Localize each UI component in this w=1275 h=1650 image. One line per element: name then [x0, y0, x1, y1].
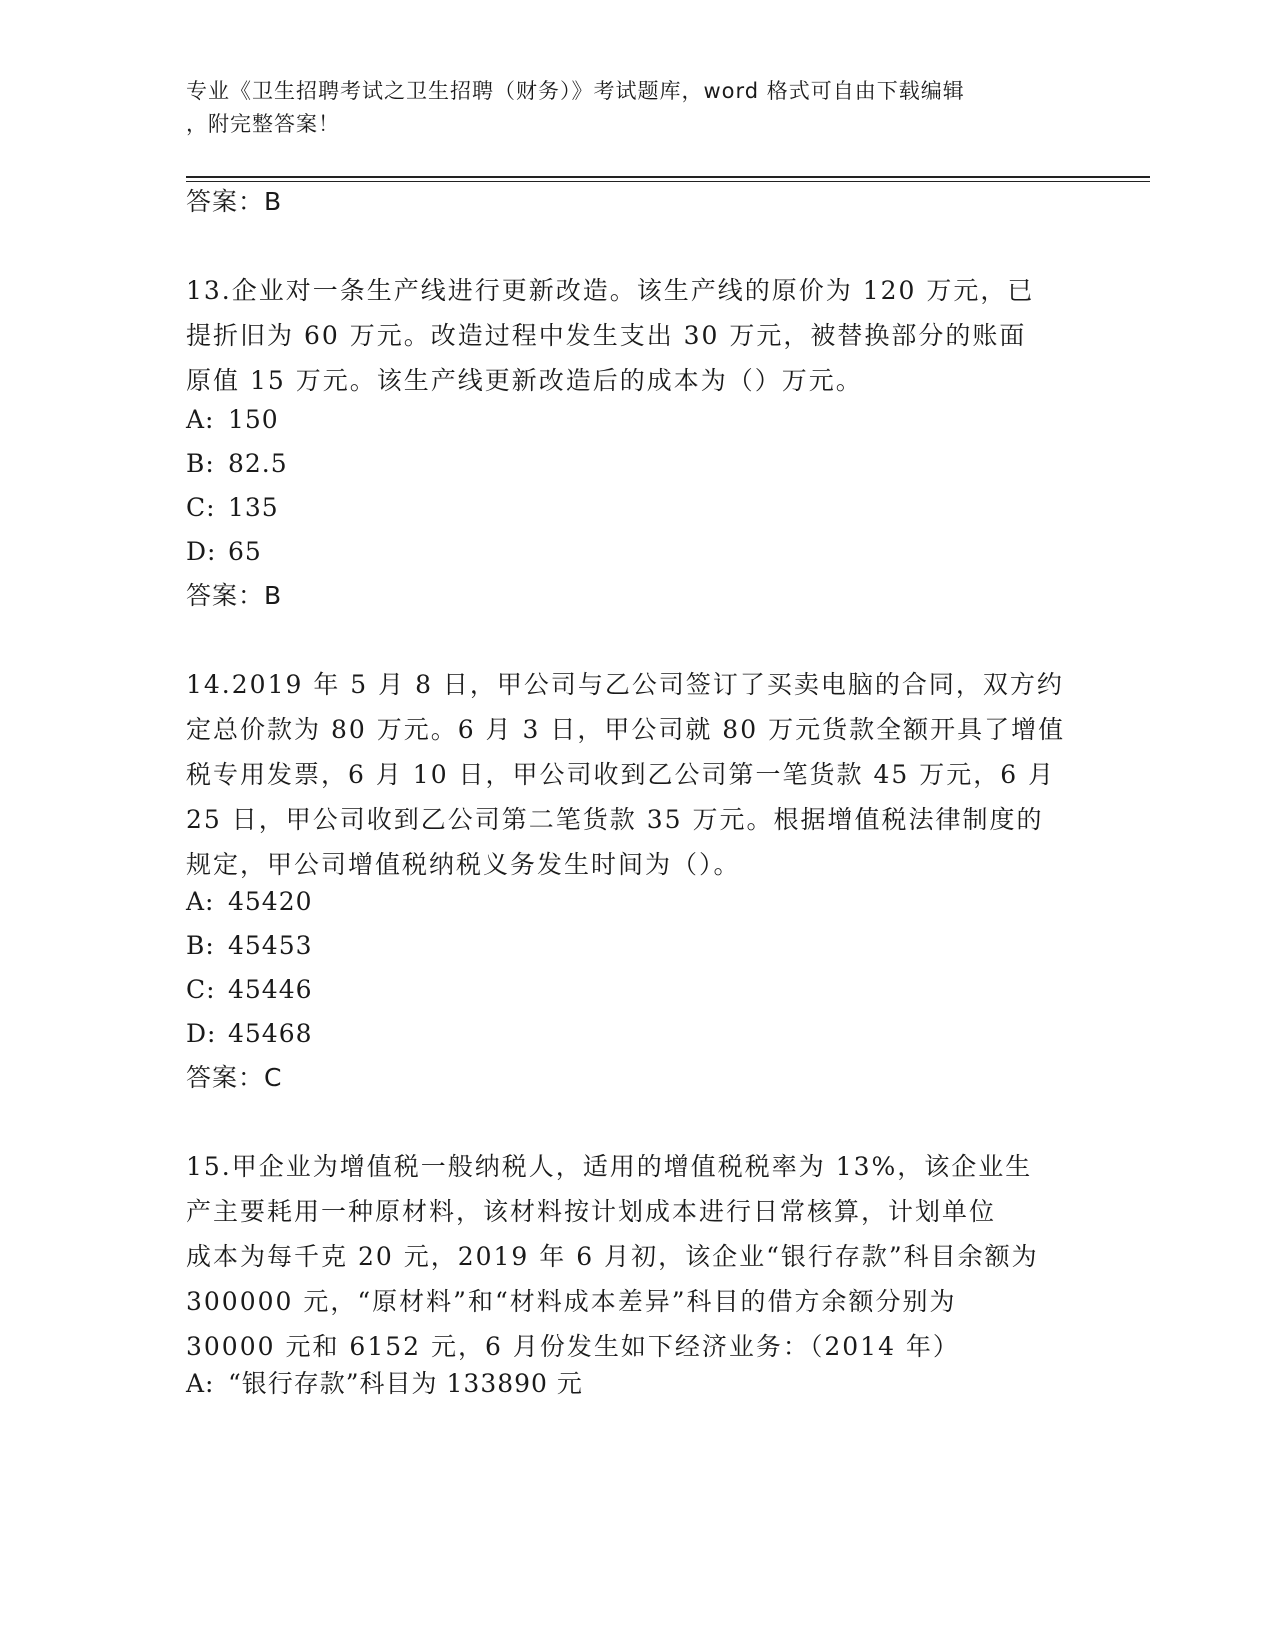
- option-label: D:: [186, 1019, 217, 1048]
- option-text: “银行存款”科目为 133890 元: [228, 1369, 583, 1398]
- option-label: A:: [186, 405, 215, 434]
- header-divider-thick: [186, 176, 1150, 178]
- option-label: B:: [186, 931, 215, 960]
- option-c: [186, 972, 313, 1008]
- option-d: [186, 534, 262, 570]
- answer-13: 答案：B: [186, 581, 283, 610]
- option-a: [186, 884, 313, 920]
- question-line: 原值 15 万元。该生产线更新改造后的成本为（）万元。: [186, 366, 863, 395]
- question-15: [186, 1144, 1086, 1369]
- option-label: C:: [186, 975, 216, 1004]
- question-line: 产主要耗用一种原材料，该材料按计划成本进行日常核算，计划单位: [186, 1197, 997, 1226]
- header-divider-thin: [186, 181, 1150, 182]
- option-a: [186, 1366, 583, 1402]
- option-label: B:: [186, 449, 215, 478]
- option-text: 82.5: [228, 449, 288, 478]
- document-header: [186, 75, 1086, 141]
- header-title-line: 专业《卫生招聘考试之卫生招聘（财务）》考试题库，word 格式可自由下载编辑: [186, 79, 965, 103]
- option-text: 45446: [228, 975, 313, 1004]
- question-line: 30000 元和 6152 元，6 月份发生如下经济业务：（2014 年）: [186, 1332, 960, 1361]
- option-text: 45420: [228, 887, 313, 916]
- question-line: 25 日，甲公司收到乙公司第二笔货款 35 万元。根据增值税法律制度的: [186, 805, 1044, 834]
- question-line: 成本为每千克 20 元，2019 年 6 月初，该企业“银行存款”科目余额为: [186, 1242, 1039, 1271]
- option-text: 135: [228, 493, 279, 522]
- option-text: 45468: [228, 1019, 313, 1048]
- question-line: 提折旧为 60 万元。改造过程中发生支出 30 万元，被替换部分的账面: [186, 321, 1027, 350]
- question-line: 14.2019 年 5 月 8 日，甲公司与乙公司签订了买卖电脑的合同，双方约: [186, 670, 1064, 699]
- option-text: 45453: [228, 931, 313, 960]
- option-label: A:: [186, 1369, 215, 1398]
- previous-answer: 答案：B: [186, 187, 283, 216]
- option-label: C:: [186, 493, 216, 522]
- question-line: 300000 元，“原材料”和“材料成本差异”科目的借方余额分别为: [186, 1287, 957, 1316]
- question-line: 15.甲企业为增值税一般纳税人，适用的增值税税率为 13%，该企业生: [186, 1152, 1033, 1181]
- option-c: [186, 490, 279, 526]
- question-13: [186, 268, 1086, 403]
- header-title-line-cont: ，附完整答案！: [186, 112, 340, 136]
- option-text: 150: [228, 405, 279, 434]
- option-label: A:: [186, 887, 215, 916]
- option-d: [186, 1016, 313, 1052]
- option-a: [186, 402, 279, 438]
- option-label: D:: [186, 537, 217, 566]
- option-text: 65: [228, 537, 262, 566]
- answer-14: 答案：C: [186, 1063, 283, 1092]
- question-line: 税专用发票，6 月 10 日，甲公司收到乙公司第一笔货款 45 万元，6 月: [186, 760, 1056, 789]
- question-14: [186, 662, 1086, 887]
- option-b: [186, 446, 288, 482]
- question-line: 定总价款为 80 万元。6 月 3 日，甲公司就 80 万元货款全额开具了增值: [186, 715, 1066, 744]
- option-b: [186, 928, 313, 964]
- question-line: 规定，甲公司增值税纳税义务发生时间为（）。: [186, 850, 741, 879]
- question-line: 13.企业对一条生产线进行更新改造。该生产线的原价为 120 万元，已: [186, 276, 1035, 305]
